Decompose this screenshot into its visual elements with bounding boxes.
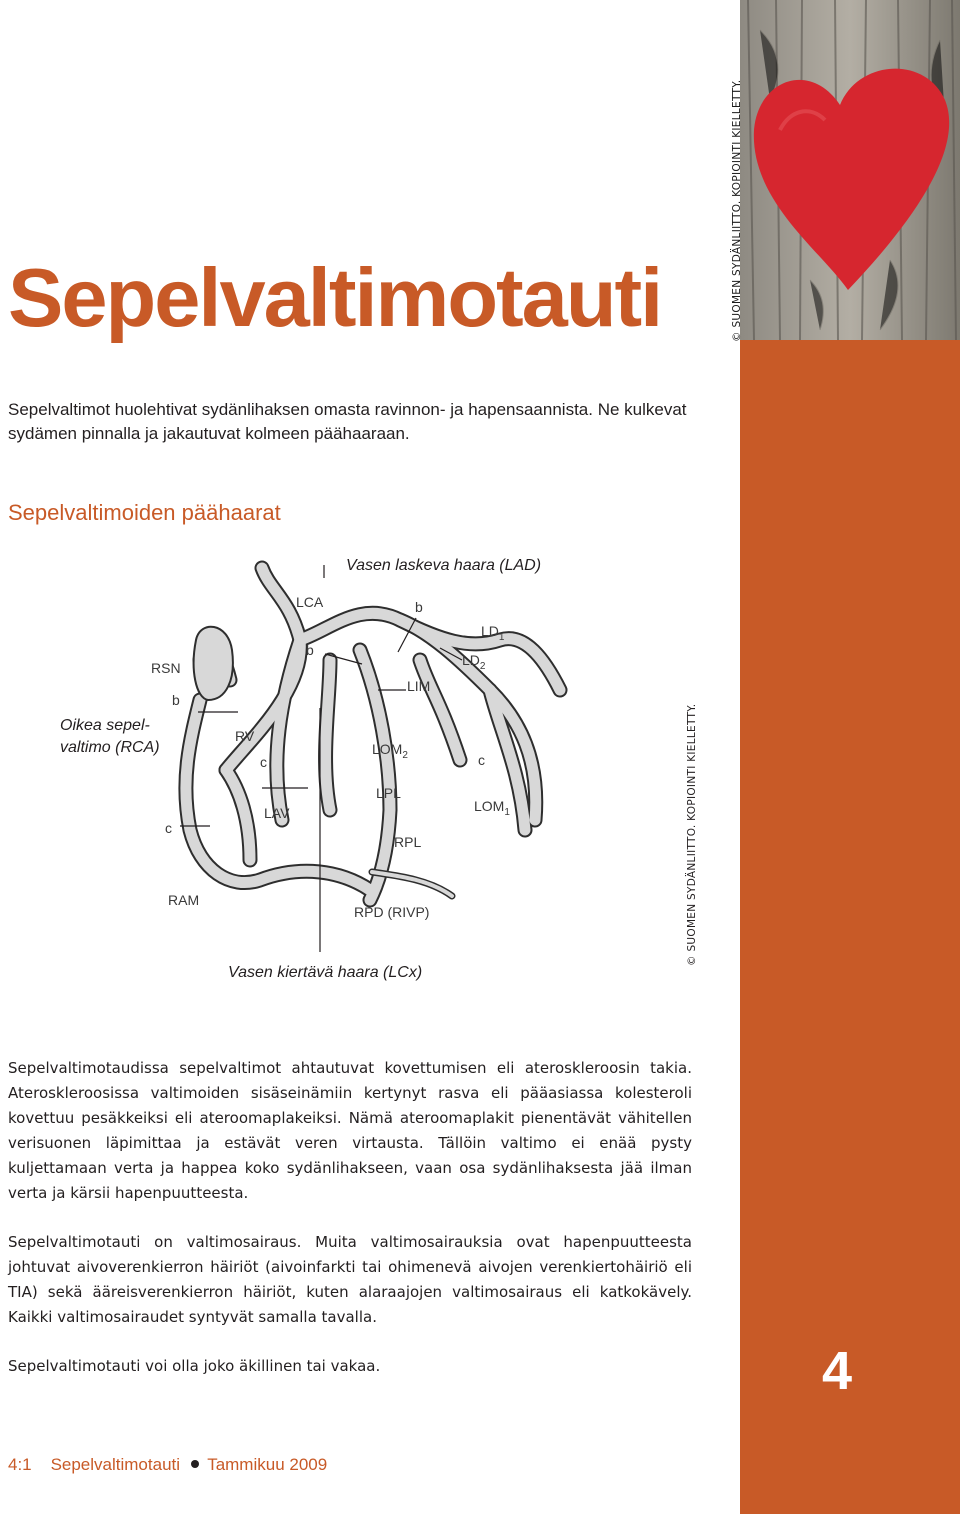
label-c-left: c: [165, 820, 172, 836]
body-paragraph-1: Sepelvaltimotaudissa sepelvaltimot ahtautuvat kovettumisen eli ateroskleroosin takia. Ateroskleroosissa valtimoiden sisäseinämiin kertynyt rasva eli pääasiassa kolesteroli kovettuu pesäkkeiksi eli ateroomaplakeiksi. Nämä ateroomaplakit pienentävät vähitellen verisuonen läpimittaa ja estävät veren virtausta. Tällöin valtimo ei enää pysty kuljettamaan verta ja happea koko sydänlihakseen, vaan osa sydänlihaksesta jää ilman verta ja kärsii hapenpuutteesta.: [8, 1059, 692, 1202]
label-lca: LCA: [296, 594, 324, 610]
label-ld2: $LD_2$: [462, 652, 486, 672]
bullet-icon: [191, 1460, 199, 1468]
photo-copyright: © SUOMEN SYDÄNLIITTO. KOPIOINTI KIELLETTY.: [731, 79, 743, 342]
label-lpl: LPL: [376, 785, 401, 801]
label-rsn: RSN: [151, 660, 181, 676]
body-paragraph-3: Sepelvaltimotauti voi olla joko äkillinen tai vakaa.: [8, 1357, 381, 1375]
footer-code: 4:1: [8, 1455, 32, 1474]
body-text: [8, 1056, 692, 1403]
page-title: Sepelvaltimotauti: [8, 251, 662, 344]
label-rpd: RPD (RIVP): [354, 904, 430, 920]
label-ld1: $LD_1$: [481, 623, 505, 643]
label-c-right: c: [478, 752, 485, 768]
label-rca-line-1: Oikea sepel-: [60, 717, 150, 734]
label-b-left: b: [172, 692, 180, 708]
page-number: 4: [822, 1341, 853, 1401]
label-b-mid: b: [306, 642, 314, 658]
intro-line-2: sydämen pinnalla ja jakautuvat kolmeen päähaaraan.: [8, 424, 410, 443]
coronary-artery-diagram: [0, 540, 740, 1000]
label-ram: RAM: [168, 892, 200, 908]
label-lav: LAV: [264, 805, 290, 821]
label-lcx: Vasen kiertävä haara (LCx): [228, 964, 423, 981]
section-title: Sepelvaltimoiden päähaarat: [8, 500, 281, 525]
label-rca-line-2: valtimo (RCA): [60, 739, 160, 756]
intro-line-1: Sepelvaltimot huolehtivat sydänlihaksen omasta ravinnon- ja hapensaannista. Ne kulkevat: [8, 400, 687, 419]
footer-date: Tammikuu 2009: [207, 1455, 328, 1474]
footer-name: Sepelvaltimotauti: [50, 1455, 181, 1474]
label-lom2: $LOM_2$: [372, 741, 408, 761]
intro-paragraph: [8, 398, 728, 446]
label-lom1: $LOM_1$: [474, 798, 510, 818]
heart-graffiti-icon: [740, 0, 960, 340]
footer: [8, 1455, 327, 1475]
label-lim: LIM: [407, 678, 431, 694]
label-b-top: b: [415, 599, 423, 615]
label-rpl: RPL: [394, 834, 422, 850]
diagram-copyright: © SUOMEN SYDÄNLIITTO. KOPIOINTI KIELLETTY.: [686, 703, 698, 966]
label-rv: RV: [235, 728, 255, 744]
label-lad: Vasen laskeva haara (LAD): [346, 557, 542, 574]
label-c-mid: c: [260, 754, 267, 770]
heart-photo: [740, 0, 960, 340]
body-paragraph-2: Sepelvaltimotauti on valtimosairaus. Muita valtimosairauksia ovat hapenpuutteesta johtuvat aivoverenkierron häiriöt (aivoinfarkti tai ohimenevä aivojen verenkiertohäiriö eli TIA) sekä ääreisverenkierron häiriöt, kuten alaraajojen valtimosairaus eli katkokävely. Kaikki valtimosairaudet syntyvät samalla tavalla.: [8, 1233, 692, 1326]
